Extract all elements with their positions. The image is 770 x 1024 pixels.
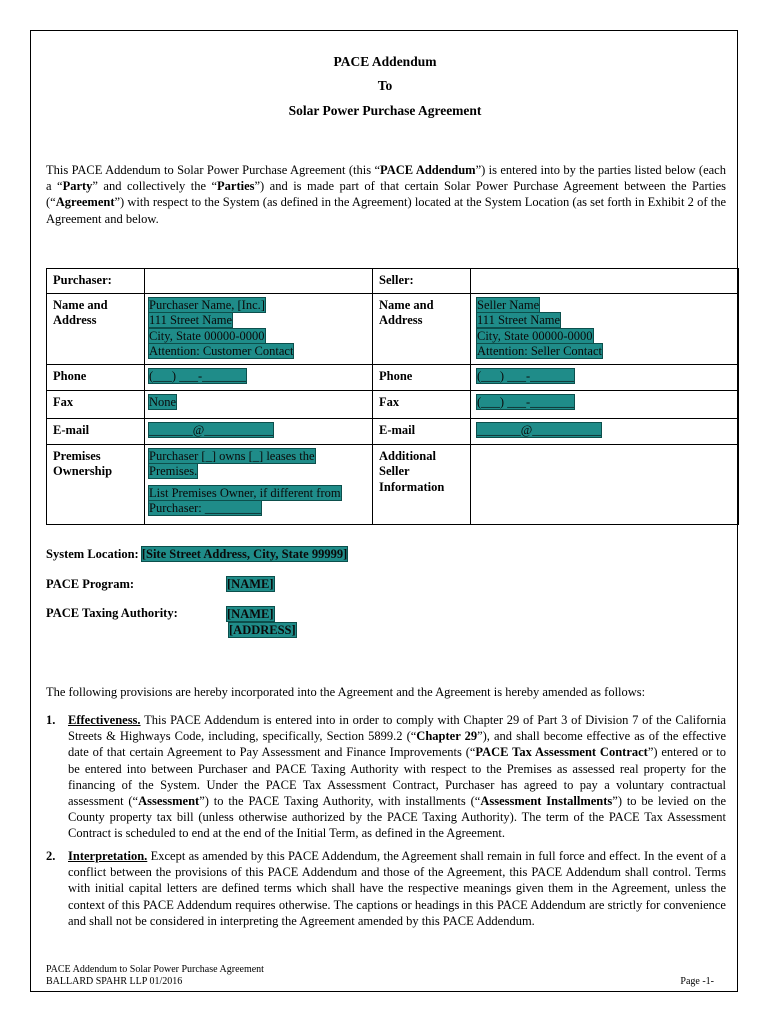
parties-table [46,268,739,525]
provision-interpretation: 2. Interpretation. Except as amended by this PACE Addendum, the Agreement shall remain in full force and effect. In the event of a conflict between the provisions of this PACE Addendum and those of the Agreement, this PACE Addendum shall control. Terms with initial capital letters are defined terms which shall have the respective meanings given them in the Agreement, unless the context of this PACE Addendum requires otherwise. The captions or headings in this PACE Addendum are strictly for convenience and shall not be considered in interpreting the Agreement amended by this PACE Addendum. [46,849,726,928]
pace-taxing-authority-label: PACE Taxing Authority: [46,606,178,620]
system-location-value[interactable]: [Site Street Address, City, State 99999] [141,547,348,561]
seller-fax-field[interactable]: (___) ___-_______ [471,390,739,418]
premises-ownership-field[interactable]: Purchaser [_] owns [_] leases the Premises. List Premises Owner, if different from Purchaser: _________ [145,444,373,524]
purchaser-phone-label: Phone [47,364,145,390]
purchaser-name-address-field[interactable]: Purchaser Name, [Inc.] 111 Street Name City, State 00000-0000 Attention: Customer Contact [145,293,373,364]
title-line-2: To [377,78,393,93]
additional-seller-info-label: Additional Seller Information [373,444,471,524]
provisions-intro: The following provisions are hereby incorporated into the Agreement and the Agreement is hereby amended as follows: [46,685,646,699]
pace-program-value[interactable]: [NAME] [227,577,274,591]
seller-phone-label: Phone [373,364,471,390]
footer-title: PACE Addendum to Solar Power Purchase Agreement [46,964,264,975]
purchaser-header: Purchaser: [47,269,145,294]
purchaser-fax-field[interactable]: None [145,390,373,418]
purchaser-email-label: E-mail [47,418,145,444]
pace-taxing-authority-value[interactable]: [NAME] [ADDRESS] [227,607,296,637]
title-line-3: Solar Power Purchase Agreement [288,103,482,118]
system-location-label: System Location: [46,547,139,561]
footer-firm: BALLARD SPAHR LLP 01/2016 [46,976,183,987]
seller-name-address-field[interactable]: Seller Name 111 Street Name City, State 00000-0000 Attention: Seller Contact [471,293,739,364]
page-number: Page -1- [680,976,714,987]
seller-fax-label: Fax [373,390,471,418]
seller-phone-field[interactable]: (___) ___-_______ [471,364,739,390]
additional-seller-info-field[interactable] [471,444,739,524]
purchaser-name-label: Name and Address [47,293,145,364]
seller-header: Seller: [373,269,471,294]
seller-email-label: E-mail [373,418,471,444]
pace-program-label: PACE Program: [46,577,135,591]
provision-effectiveness: 1. Effectiveness. This PACE Addendum is entered into in order to comply with Chapter 29 of Part 3 of Division 7 of the California Streets & Highways Code, including, specifically, Section 5899.2 (“Chapter 29”), and shall become effective as of the effective date of that certain Agreement to Pay Assessment and Finance Improvements (“PACE Tax Assessment Contract”) entered or to be entered into between Purchaser and PACE Taxing Authority with respect to the Premises as assessed real property for the financing of the System. Under the PACE Tax Assessment Contract, Purchaser has agreed to pay a voluntary contractual assessment (“Assessment”) to the PACE Taxing Authority, with installments (“Assessment Installments”) to be levied on the County property tax bill (unless otherwise authorized by the PACE Taxing Authority). The term of the PACE Tax Assessment Contract is scheduled to end at the end of the Initial Term, as defined in the Agreement. [46,713,727,841]
title-line-1: PACE Addendum [333,54,437,69]
footer [46,964,264,988]
seller-name-label: Name and Address [373,293,471,364]
seller-email-field[interactable]: _______@___________ [471,418,739,444]
premises-ownership-label: Premises Ownership [47,444,145,524]
purchaser-fax-label: Fax [47,390,145,418]
purchaser-email-field[interactable]: _______@___________ [145,418,373,444]
purchaser-phone-field[interactable]: (___) ___-_______ [145,364,373,390]
system-location-row [46,547,347,562]
intro-paragraph: This PACE Addendum to Solar Power Purchase Agreement (this “PACE Addendum”) is entered into by the parties listed below (each a “Party” and collectively the “Parties”) and is made part of that certain Solar Power Purchase Agreement between the Parties (“Agreement”) with respect to the System (as defined in the Agreement) located at the System Location (as set forth in Exhibit 2 of the Agreement and below. [46,163,726,226]
